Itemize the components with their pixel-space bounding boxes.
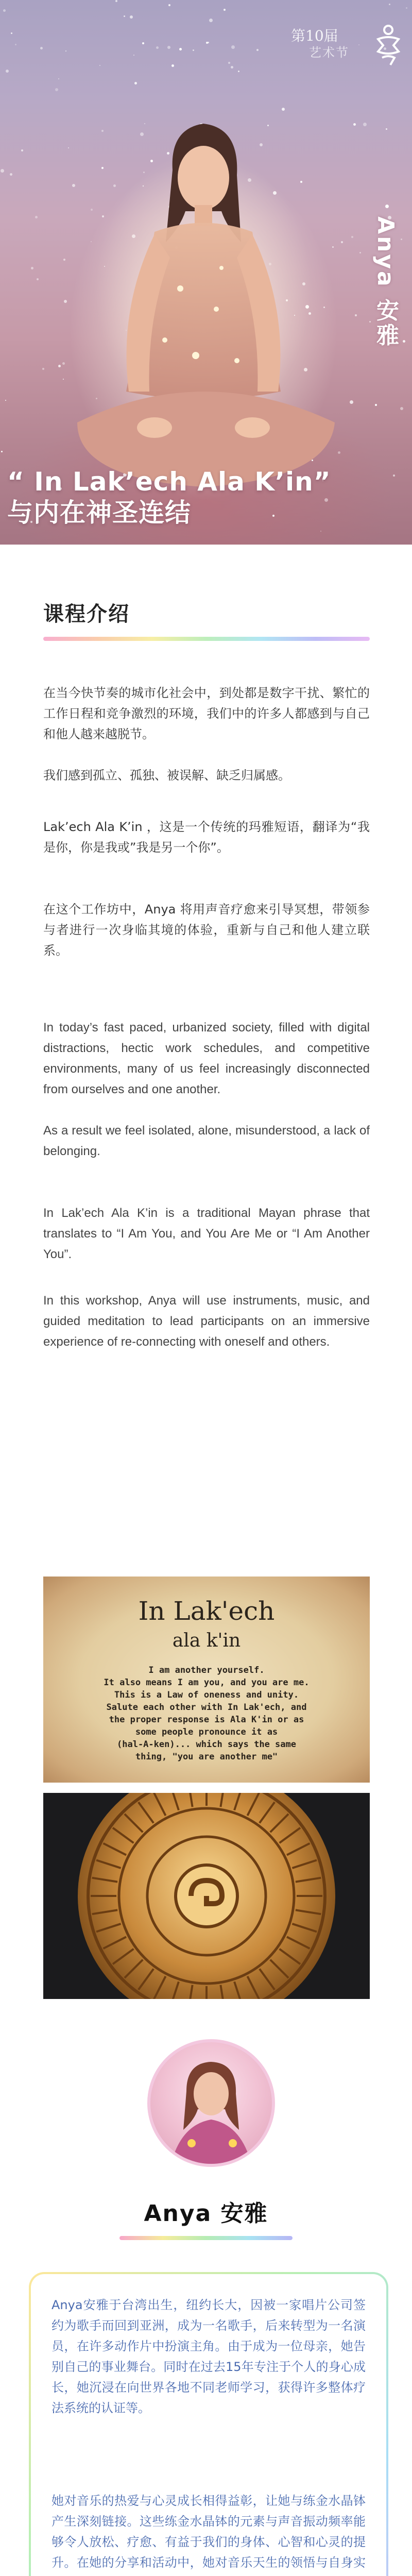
hero-banner: [0, 0, 412, 545]
festival-logo-icon: [375, 25, 402, 66]
meditating-woman-photo: [0, 0, 412, 545]
mayan-calendar-image: [43, 1793, 370, 1999]
poster-body-text: I am another yourself. It also means I am you, and you are me. This is a Law of oneness and unity. Salute each other with In Lak'ech, and the proper response is Ala K'in or as some people pronounce it as (hal-A-ken)... which says the same thing, "you are another me": [104, 1665, 310, 1762]
rainbow-divider: [43, 637, 370, 641]
festival-label: 艺术节: [309, 45, 349, 60]
teacher-name-vertical: Anya 安雅: [372, 216, 399, 348]
festival-edition: 第10届: [291, 27, 338, 44]
course-paragraph-en-2: As a result we feel isolated, alone, misunderstood, a lack of belonging.: [43, 1124, 370, 1158]
bio-paragraph-2: 她对音乐的热爱与心灵成长相得益彰，让她与练金水晶钵产生深刻链接。这些练金水晶钵的元素与声音振动频率能够令人放松、疗愈、有益于我们的身体、心智和心灵的提升。在她的分享和活动中，她对音乐天生的领悟与自身实: [52, 2494, 366, 2570]
bio-heading: Anya 安雅: [144, 2200, 268, 2227]
bio-card: [29, 2272, 388, 2576]
course-intro-heading: 课程介绍: [43, 602, 130, 626]
workshop-title: [7, 466, 331, 528]
course-paragraph-cn-2: 我们感到孤立、孤独、被误解、缺乏归属感。: [43, 768, 290, 783]
bio-paragraph-1: Anya安雅于台湾出生，纽约长大，因被一家唱片公司签约为歌手而回到亚洲，成为一名歌手，后来转型为一名演员，在许多动作片中扮演主角。由于成为一位母亲，她告别自己的事业舞台。同时在过去15年专注于个人的身心成长，她沉浸在向世界各地不同老师学习，获得许多整体疗法系统的认证等。: [52, 2298, 366, 2415]
course-paragraph-cn-4: 在这个工作坊中，Anya 将用声音疗愈来引导冥想，带领参与者进行一次身临其境的体验，重新与自己和他人建立联系。: [43, 902, 370, 958]
course-paragraph-en-1: In today’s fast paced, urbanized society, filled with digital distractions, hectic work schedules, and competitive environments, many of us feel increasingly disconnected from ourselves and one another.: [43, 1021, 370, 1096]
poster-title: In Lak'ech: [138, 1596, 275, 1626]
teacher-avatar: [147, 2039, 275, 2167]
poster-subtitle: ala k'in: [172, 1630, 241, 1651]
course-paragraph-cn-1: 在当今快节奏的城市化社会中，到处都是数字干扰、繁忙的工作日程和竞争激烈的环境，我们中的许多人都感到与自己和他人越来越脱节。: [43, 686, 370, 741]
course-paragraph-en-3: In Lak’ech Ala K’in is a traditional Mayan phrase that translates to “I Am You, and You Are Me or “I Am Another You”.: [43, 1206, 370, 1261]
teacher-portrait-icon: [150, 2042, 272, 2164]
workshop-title-line2: 与内在神圣连结: [7, 498, 191, 528]
course-paragraph-en-4: In this workshop, Anya will use instruments, music, and guided meditation to lead participants on an immersive experience of re-connecting with oneself and others.: [43, 1294, 370, 1349]
course-paragraph-cn-3: Lak’ech Ala K’in ，这是一个传统的玛雅短语，翻译为“我是你，你是我或”我是另一个你”。: [43, 820, 370, 855]
mayan-calendar-icon: [43, 1793, 370, 1999]
in-lakech-poster-image: [43, 1577, 370, 1783]
workshop-title-line1: “ In Lak’ech Ala K’in”: [7, 467, 331, 497]
bio-rainbow-divider: [119, 2236, 293, 2240]
